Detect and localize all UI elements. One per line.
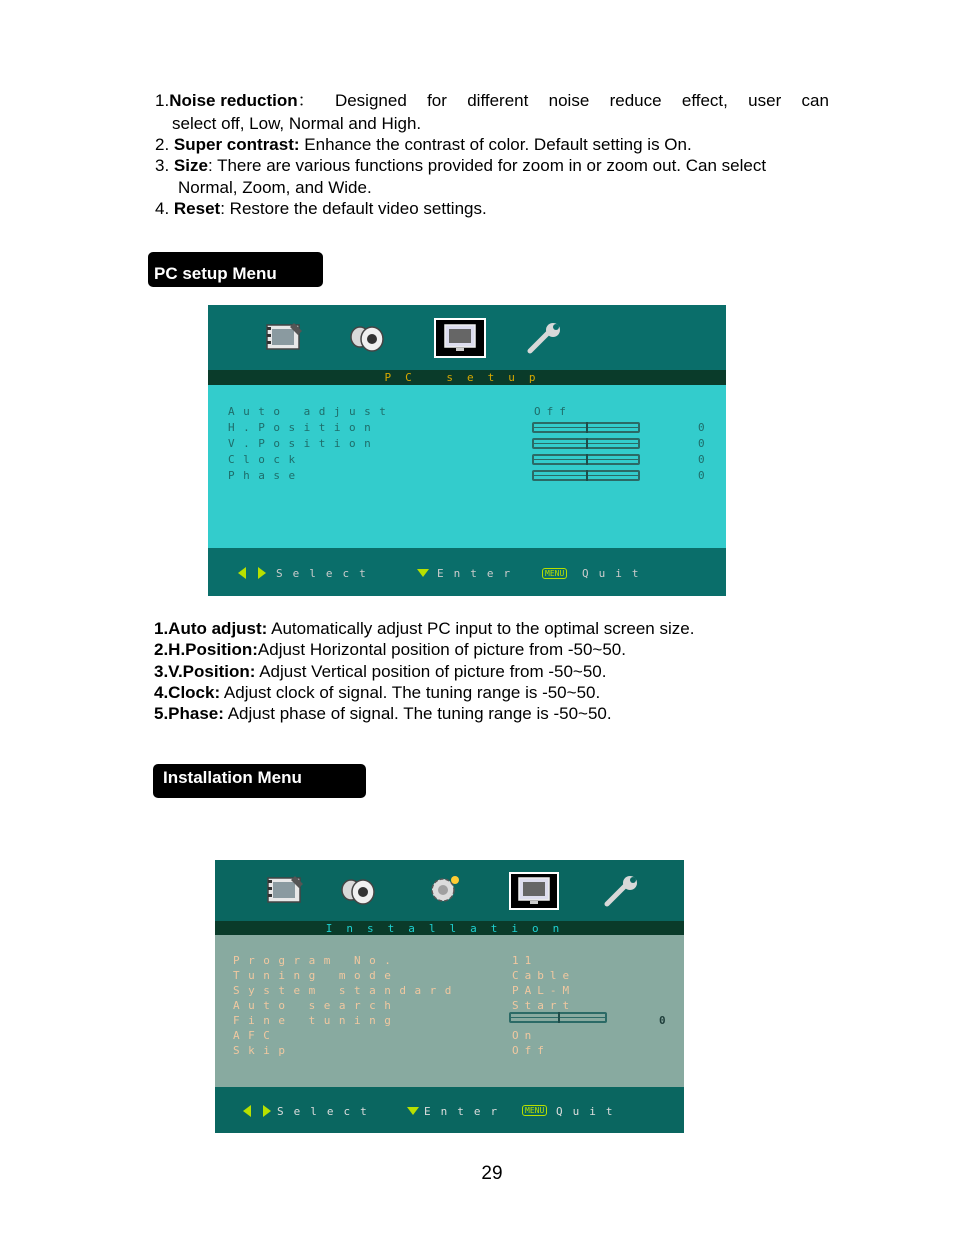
osd-value-program-no: 11 <box>512 954 538 967</box>
osd-value-phase: 0 <box>698 469 711 482</box>
osd-value-h-position: 0 <box>698 421 711 434</box>
item4-term: Reset <box>173 199 221 218</box>
footer-select: Select <box>276 567 376 580</box>
osd-row-v-position: V.Position <box>228 437 380 450</box>
item3-continuation: Normal, Zoom, and Wide. <box>178 178 372 197</box>
setup-wrench-icon <box>603 874 643 908</box>
pc-setup-menu-label: PC setup Menu <box>148 252 323 287</box>
osd-row-system-standard: System standard <box>233 984 460 997</box>
item3-line: 3. Size: There are various functions provided for zoom in or zoom out. Can select <box>155 156 767 175</box>
osd-row-afc: AFC <box>233 1029 279 1042</box>
osd-footer <box>208 548 726 596</box>
settings-gear-icon <box>423 872 463 908</box>
osd-row-skip: Skip <box>233 1044 294 1057</box>
footer-enter: Enter <box>437 567 521 580</box>
left-right-arrows-icon <box>236 566 270 580</box>
osd-value-auto-search: Start <box>512 999 576 1012</box>
item1-line: 1.Noise reduction： Designed for different noise reduce effect, user can <box>155 91 829 110</box>
installation-menu-label: Installation Menu <box>153 764 366 798</box>
h-position-slider[interactable] <box>532 422 640 433</box>
osd-value-skip: Off <box>512 1044 550 1057</box>
v-position-slider[interactable] <box>532 438 640 449</box>
osd-row-auto-search: Auto search <box>233 999 400 1012</box>
picture-film-icon <box>264 321 304 355</box>
phase-slider[interactable] <box>532 470 640 481</box>
installation-osd <box>215 860 684 1133</box>
osd-value-clock: 0 <box>698 453 711 466</box>
left-right-arrows-icon <box>241 1104 275 1118</box>
item1-term: Noise reduction <box>169 91 298 110</box>
audio-speaker-icon <box>339 876 379 908</box>
pc-desc-2: 2.H.Position:Adjust Horizontal position of picture from -50~50. <box>154 640 626 659</box>
osd-title: PC setup <box>384 371 550 384</box>
osd-row-clock: Clock <box>228 453 304 466</box>
osd-value-v-position: 0 <box>698 437 711 450</box>
item2-term: Super contrast: <box>173 135 300 154</box>
osd-footer <box>215 1087 684 1133</box>
pc-desc-1: 1.Auto adjust: Automatically adjust PC input to the optimal screen size. <box>154 619 695 638</box>
item3-term: Size <box>173 156 208 175</box>
item1-continuation: select off, Low, Normal and High. <box>172 114 422 133</box>
installation-monitor-icon-selected <box>509 872 559 910</box>
item2-line: 2. Super contrast: Enhance the contrast of color. Default setting is On. <box>155 135 692 154</box>
osd-row-phase: Phase <box>228 469 304 482</box>
page-number: 29 <box>481 1163 503 1184</box>
menu-key-icon: MENU <box>522 1105 547 1116</box>
osd-value-tuning-mode: Cable <box>512 969 576 982</box>
pc-desc-3: 3.V.Position: Adjust Vertical position of picture from -50~50. <box>154 662 607 681</box>
down-arrow-icon <box>416 568 430 578</box>
osd-row-auto-adjust: Auto adjust <box>228 405 395 418</box>
osd-title-bar <box>208 370 726 385</box>
osd-title: Installation <box>325 922 574 935</box>
clock-slider[interactable] <box>532 454 640 465</box>
osd-value-afc: On <box>512 1029 538 1042</box>
osd-value-auto-adjust: Off <box>534 405 572 418</box>
pc-desc-4: 4.Clock: Adjust clock of signal. The tuning range is -50~50. <box>154 683 601 702</box>
footer-quit: Quit <box>582 567 649 580</box>
pc-monitor-icon-selected <box>434 318 486 358</box>
audio-speaker-icon <box>348 323 388 355</box>
osd-row-fine-tuning: Fine tuning <box>233 1014 400 1027</box>
setup-wrench-icon <box>526 321 566 355</box>
osd-row-h-position: H.Position <box>228 421 380 434</box>
osd-title-bar <box>215 921 684 935</box>
down-arrow-icon <box>406 1106 420 1116</box>
footer-select: Select <box>277 1105 377 1118</box>
footer-quit: Quit <box>556 1105 623 1118</box>
pc-setup-osd <box>208 305 726 596</box>
picture-film-icon <box>265 874 305 908</box>
menu-key-icon: MENU <box>542 568 567 579</box>
pc-desc-5: 5.Phase: Adjust phase of signal. The tuning range is -50~50. <box>154 704 612 723</box>
osd-row-tuning-mode: Tuning mode <box>233 969 400 982</box>
footer-enter: Enter <box>424 1105 508 1118</box>
item4-line: 4. Reset: Restore the default video settings. <box>155 199 487 218</box>
fine-tuning-slider[interactable] <box>509 1012 607 1023</box>
osd-value-fine-tuning: 0 <box>659 1014 672 1027</box>
osd-row-program-no: Program No. <box>233 954 400 967</box>
osd-value-system-standard: PAL-M <box>512 984 576 997</box>
